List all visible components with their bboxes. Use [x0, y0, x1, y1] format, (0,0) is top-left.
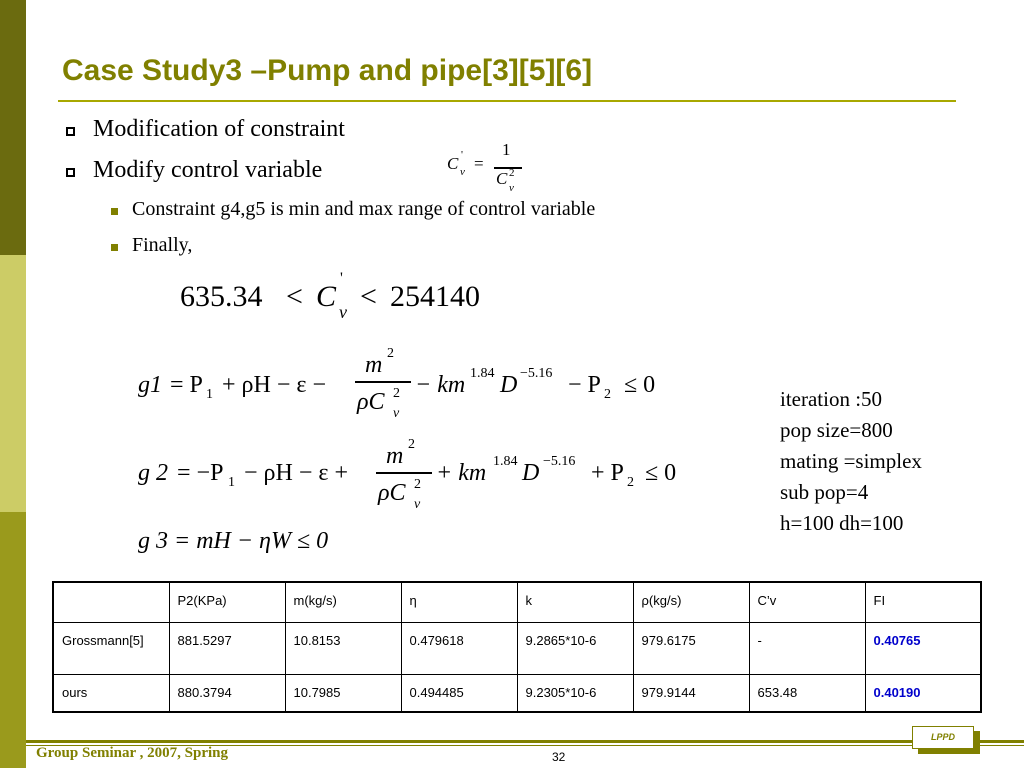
bullet-square-icon	[66, 168, 75, 177]
table-row	[53, 674, 981, 712]
table-header-cell: k	[517, 582, 633, 622]
eq-g2-sub1: 1	[228, 475, 235, 490]
eq-range-sub: v	[339, 302, 347, 322]
table-cell: 979.6175	[633, 622, 749, 674]
eq-g2-fraction-line	[376, 472, 432, 474]
sidebar-mid-block	[0, 512, 26, 768]
bullet-modification: Modification of constraint	[93, 116, 345, 142]
eq-g1-exp2: −5.16	[520, 366, 553, 381]
table-cell: -	[749, 622, 865, 674]
eq-g2-part5: + P	[591, 460, 624, 486]
eq-g1-num-sup: 2	[387, 346, 394, 361]
table-cell: 880.3794	[169, 674, 285, 712]
title-underline	[58, 100, 956, 102]
eq-range-high: 254140	[390, 280, 480, 313]
eq-g1-label: g1	[138, 372, 162, 398]
footer-rule	[26, 740, 1024, 743]
param-pop-size: pop size=800	[780, 418, 893, 442]
eq-g2-exp2: −5.16	[543, 454, 576, 469]
table-cell: Grossmann[5]	[53, 622, 169, 674]
sub-bullet-constraint: Constraint g4,g5 is min and max range of control variable	[132, 198, 596, 220]
eq-g2-part4: D	[522, 460, 540, 486]
eq-cv-numerator: 1	[502, 140, 511, 159]
equation-g3: g 3 = mH − ηW ≤ 0	[138, 528, 329, 554]
eq-g1-den-sup: 2	[393, 386, 400, 401]
eq-g2-den: ρC	[378, 480, 406, 506]
eq-g1-sub1: 1	[206, 387, 213, 402]
table-header-cell: m(kg/s)	[285, 582, 401, 622]
eq-g2-exp1: 1.84	[493, 454, 518, 469]
eq-g1-fraction-line	[355, 381, 411, 383]
results-table	[52, 581, 982, 713]
page-number: 32	[552, 750, 566, 764]
param-sub-pop: sub pop=4	[780, 480, 869, 504]
lppd-logo: LPPD	[912, 726, 974, 749]
eq-g1-part6: ≤ 0	[624, 372, 656, 398]
sidebar-light-block	[0, 255, 26, 512]
table-cell: 9.2305*10-6	[517, 674, 633, 712]
eq-g1-den-sub: v	[393, 406, 400, 421]
eq-g1-sub2: 2	[604, 387, 611, 402]
table-header-cell: η	[401, 582, 517, 622]
eq-g1-num: m	[365, 352, 383, 378]
param-mating: mating =simplex	[780, 449, 922, 473]
footer-text: Group Seminar , 2007, Spring	[36, 745, 228, 761]
table-cell-fi: 0.40190	[865, 674, 981, 712]
eq-cv-equals: =	[474, 154, 484, 173]
eq-cv-lhs: C	[447, 154, 459, 173]
table-cell: 9.2865*10-6	[517, 622, 633, 674]
ga-parameters	[780, 384, 922, 539]
eq-g1-exp1: 1.84	[470, 366, 495, 381]
table-cell: 10.8153	[285, 622, 401, 674]
sub-bullet-square-icon	[111, 244, 118, 251]
eq-g2-label: g 2	[138, 460, 168, 486]
table-cell: ours	[53, 674, 169, 712]
eq-cv-den-sub: v	[509, 182, 514, 194]
eq-g1-part3: − km	[415, 372, 466, 398]
eq-g2-num: m	[386, 443, 404, 469]
eq-g1-part2: + ρH − ε −	[222, 372, 326, 398]
table-cell: 10.7985	[285, 674, 401, 712]
sidebar-dark-block	[0, 0, 26, 255]
table-cell: 0.494485	[401, 674, 517, 712]
table-header-cell: FI	[865, 582, 981, 622]
param-h-dh: h=100 dh=100	[780, 511, 904, 535]
eq-g2-part3: + km	[436, 460, 487, 486]
sidebar-decoration	[0, 0, 26, 768]
table-cell: 881.5297	[169, 622, 285, 674]
table-header-cell: P2(KPa)	[169, 582, 285, 622]
eq-g1-part1: = P	[170, 372, 203, 398]
table-cell: 0.479618	[401, 622, 517, 674]
eq-g2-sub2: 2	[627, 475, 634, 490]
eq-g2-part6: ≤ 0	[645, 460, 677, 486]
eq-g1-part5: − P	[568, 372, 601, 398]
slide-title: Case Study3 –Pump and pipe[3][5][6]	[62, 54, 593, 87]
eq-g2-part1: = −P	[177, 460, 224, 486]
eq-g1-den: ρC	[357, 389, 385, 415]
table-header-cell	[53, 582, 169, 622]
table-header-cell: C’v	[749, 582, 865, 622]
eq-g1-part4: D	[500, 372, 518, 398]
table-header-cell: ρ(kg/s)	[633, 582, 749, 622]
eq-cv-lhs-sub: v	[460, 166, 465, 178]
eq-cv-denominator: C	[496, 169, 508, 188]
table-row	[53, 622, 981, 674]
eq-range-lt2: <	[360, 280, 377, 313]
table-cell: 979.9144	[633, 674, 749, 712]
eq-range-lt1: <	[286, 280, 303, 313]
eq-g2-part2: − ρH − ε +	[244, 460, 348, 486]
bullet-modify-control: Modify control variable	[93, 157, 323, 183]
param-iteration: iteration :50	[780, 387, 883, 411]
bullet-square-icon	[66, 127, 75, 136]
eq-cv-den-sup: 2	[509, 167, 515, 179]
eq-g2-den-sub: v	[414, 497, 421, 512]
sub-bullet-finally: Finally,	[132, 234, 193, 256]
table-cell-fi: 0.40765	[865, 622, 981, 674]
sub-bullet-square-icon	[111, 208, 118, 215]
eq-g2-den-sup: 2	[414, 477, 421, 492]
table-cell: 653.48	[749, 674, 865, 712]
eq-range-prime: '	[340, 270, 343, 287]
eq-range-low: 635.34	[180, 280, 263, 313]
eq-range-var: C	[316, 280, 337, 313]
eq-cv-lhs-prime: '	[461, 149, 463, 161]
table-header-row	[53, 582, 981, 622]
eq-g2-num-sup: 2	[408, 437, 415, 452]
